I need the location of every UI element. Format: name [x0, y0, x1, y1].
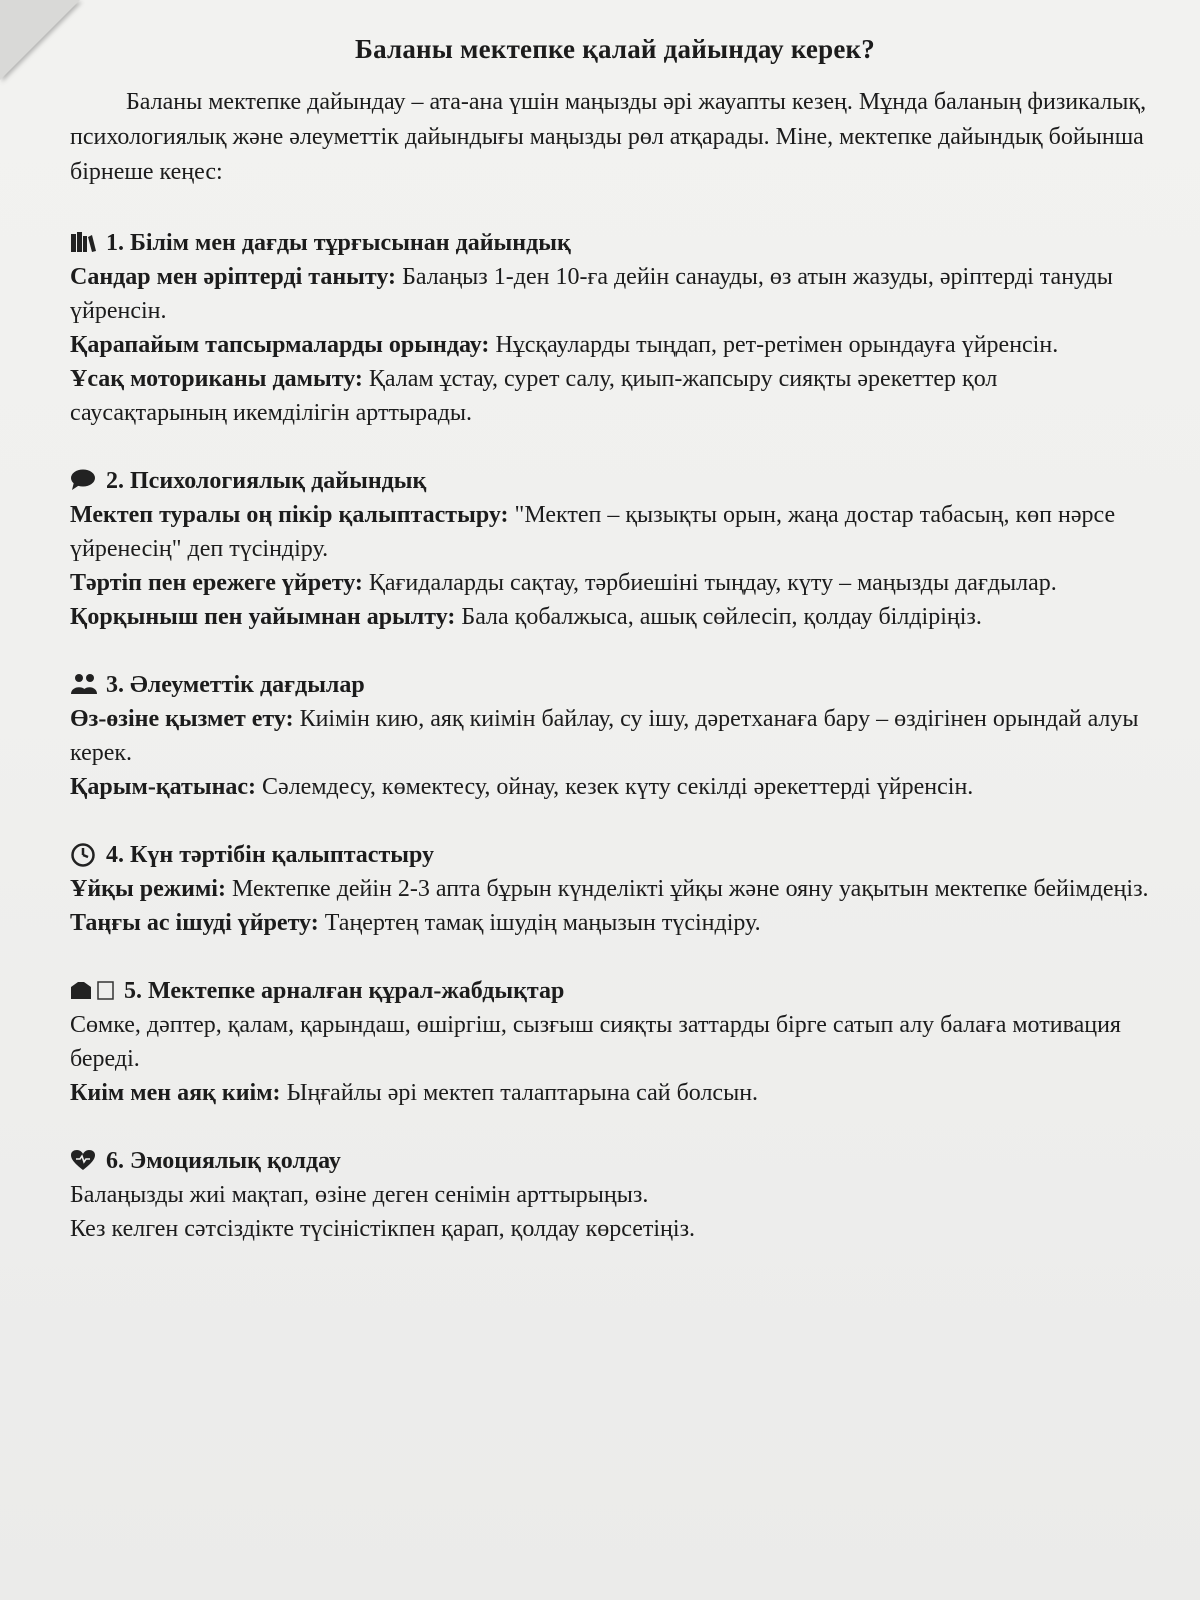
item-label: Тәртіп пен ережеге үйрету:: [70, 570, 363, 596]
item-label: Қарым-қатынас:: [70, 774, 257, 800]
item-label: Таңғы ас ішуді үйрету:: [70, 910, 319, 936]
folded-corner: [0, 0, 80, 80]
people-icon: [70, 673, 98, 697]
section-item: [70, 498, 1160, 566]
document-title: Баланы мектепке қалай дайындау керек?: [355, 34, 875, 64]
item-text: Таңертең тамақ ішудің маңызын түсіндіру.: [318, 910, 761, 936]
section-title: 1. Білім мен дағды тұрғысынан дайындық: [106, 230, 571, 256]
document-body: [70, 34, 1160, 1246]
section-emotional-support: [70, 1144, 1160, 1246]
section-item: [70, 1008, 1160, 1076]
item-text: Киімін кию, аяқ киімін байлау, су ішу, дәретханаға бару – өздігінен орындай алуы керек.: [70, 706, 1139, 766]
section-item: [70, 872, 1160, 906]
item-label: Ұйқы режимі:: [70, 876, 226, 902]
section-psychological: [70, 464, 1160, 634]
section-item: [70, 566, 1160, 600]
item-text: Қағидаларды сақтау, тәрбиешіні тыңдау, күту – маңызды дағдылар.: [362, 570, 1057, 596]
item-label: Қорқыныш пен уайымнан арылту:: [70, 604, 456, 630]
section-knowledge: [70, 226, 1160, 430]
item-label: Қарапайым тапсырмаларды орындау:: [70, 332, 490, 358]
section-item: [70, 362, 1160, 430]
school-supplies-icon: [70, 979, 116, 1003]
section-title: 6. Эмоциялық қолдау: [106, 1148, 341, 1174]
item-text: Сәлемдесу, көмектесу, ойнау, кезек күту секілді әрекеттерді үйренсін.: [256, 774, 974, 800]
item-text: Кез келген сәтсіздікте түсіністікпен қарап, қолдау көрсетіңіз.: [70, 1216, 696, 1242]
item-text: Ыңғайлы әрі мектеп талаптарына сай болсын.: [280, 1080, 759, 1106]
section-item: [70, 1212, 1160, 1246]
section-item: [70, 702, 1160, 770]
section-title: 3. Әлеуметтік дағдылар: [106, 672, 365, 698]
item-text: "Мектеп – қызықты орын, жаңа достар табасың, көп нәрсе үйренесің" деп түсіндіру.: [70, 502, 1116, 562]
speech-bubble-icon: [70, 469, 98, 493]
section-supplies: [70, 974, 1160, 1110]
section-title: 2. Психологиялық дайындық: [106, 468, 427, 494]
section-social: [70, 668, 1160, 804]
clock-icon: [70, 843, 98, 867]
section-item: [70, 906, 1160, 940]
item-text: Балаңыз 1-ден 10-ға дейін санауды, өз атын жазуды, әріптерді тануды үйренсін.: [70, 264, 1113, 324]
item-text: Нұсқауларды тыңдап, рет-ретімен орындауға үйренсін.: [489, 332, 1059, 358]
section-item: [70, 328, 1160, 362]
item-text: Сөмке, дәптер, қалам, қарындаш, өшіргіш, сызғыш сияқты заттарды бірге сатып алу балаға мотивация береді.: [70, 1012, 1121, 1072]
intro-paragraph: Баланы мектепке дайындау – ата-ана үшін маңызды әрі жауапты кезең. Мұнда баланың физикалық, психологиялық және әлеуметтік дайындығы маңызды рөл атқарады. Міне, мектепке дайындық бойынша бірнеше кеңес:: [70, 89, 1147, 185]
item-label: Киім мен аяқ киім:: [70, 1080, 281, 1106]
section-item: [70, 600, 1160, 634]
item-label: Мектеп туралы оң пікір қалыптастыру:: [70, 502, 509, 528]
item-text: Қалам ұстау, сурет салу, қиып-жапсыру сияқты әрекеттер қол саусақтарының икемділігін арттырады.: [70, 366, 998, 426]
item-label: Өз-өзіне қызмет ету:: [70, 706, 294, 732]
section-title: 4. Күн тәртібін қалыптастыру: [106, 842, 435, 868]
books-icon: [70, 231, 98, 255]
item-text: Балаңызды жиі мақтап, өзіне деген сенімін арттырыңыз.: [70, 1182, 649, 1208]
item-label: Ұсақ моториканы дамыту:: [70, 366, 363, 392]
item-label: Сандар мен әріптерді таныту:: [70, 264, 397, 290]
section-item: [70, 260, 1160, 328]
item-text: Бала қобалжыса, ашық сөйлесіп, қолдау білдіріңіз.: [455, 604, 982, 630]
section-item: [70, 1178, 1160, 1212]
section-item: [70, 770, 1160, 804]
section-title: 5. Мектепке арналған құрал-жабдықтар: [124, 978, 565, 1004]
section-daily-routine: [70, 838, 1160, 940]
section-item: [70, 1076, 1160, 1110]
item-text: Мектепке дейін 2-3 апта бұрын күнделікті ұйқы және ояну уақытын мектепке бейімдеңіз.: [225, 876, 1149, 902]
heart-icon: [70, 1149, 98, 1173]
